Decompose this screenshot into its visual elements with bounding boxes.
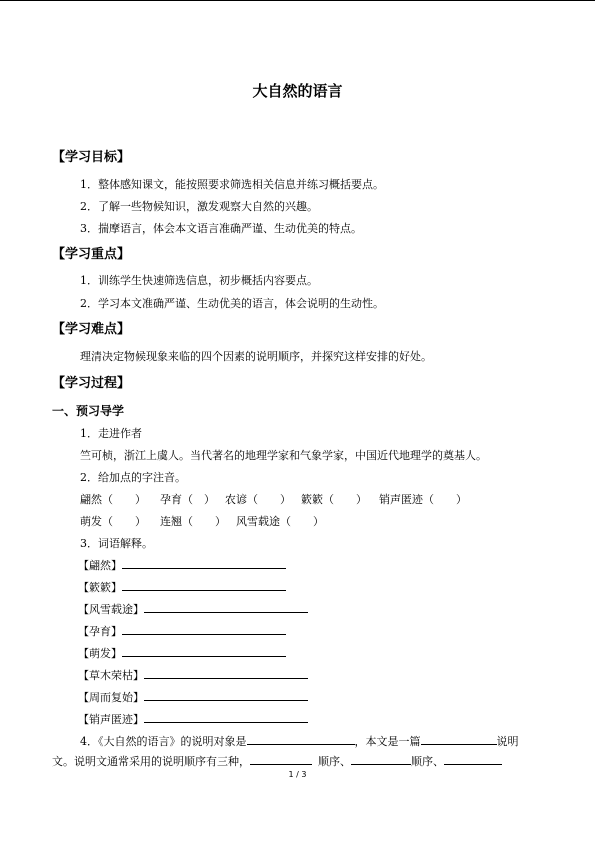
q4-text: 顺序、 xyxy=(318,755,351,768)
gloss-term: 【簌簌】 xyxy=(78,581,122,594)
answer-blank[interactable] xyxy=(122,579,286,591)
answer-blank[interactable] xyxy=(122,623,286,635)
q1-label: 1．走进作者 xyxy=(80,427,142,440)
gloss-row xyxy=(78,711,308,727)
gloss-row xyxy=(78,667,308,683)
gloss-term: 【翩然】 xyxy=(78,559,122,572)
key-point-item: 1．训练学生快速筛选信息，初步概括内容要点。 xyxy=(80,274,318,287)
answer-blank[interactable] xyxy=(144,667,308,679)
pinyin-item: 翩然（ ） xyxy=(80,493,146,506)
pinyin-item: 萌发（ ） xyxy=(80,515,146,528)
gloss-row xyxy=(78,557,286,573)
gloss-term: 【草木荣枯】 xyxy=(78,669,144,682)
answer-blank[interactable] xyxy=(444,753,502,765)
pinyin-item: 簌簌（ ） xyxy=(301,493,367,506)
q2-label: 2．给加点的字注音。 xyxy=(80,471,186,484)
q4-line1 xyxy=(80,733,519,749)
page-number: 1 / 3 xyxy=(288,770,307,779)
q4-text: 顺序、 xyxy=(411,755,444,768)
goal-item: 1．整体感知课文，能按照要求筛选相关信息并练习概括要点。 xyxy=(80,178,384,191)
difficulties-heading: 【学习难点】 xyxy=(52,322,131,337)
page-title: 大自然的语言 xyxy=(252,82,343,100)
gloss-term: 【销声匿迹】 xyxy=(78,713,144,726)
gloss-row xyxy=(78,579,286,595)
gloss-term: 【孕育】 xyxy=(78,625,122,638)
q3-label: 3．词语解释。 xyxy=(80,537,153,550)
q4-line2 xyxy=(52,753,502,769)
gloss-row xyxy=(78,623,286,639)
pinyin-row xyxy=(80,491,467,507)
answer-blank[interactable] xyxy=(144,711,308,723)
gloss-row xyxy=(78,645,286,661)
q1-text: 竺可桢，浙江上虞人。当代著名的地理学家和气象学家，中国近代地理学的奠基人。 xyxy=(80,449,487,462)
answer-blank[interactable] xyxy=(122,645,286,657)
gloss-term: 【萌发】 xyxy=(78,647,122,660)
goal-item: 2．了解一些物候知识，激发观察大自然的兴趣。 xyxy=(80,200,318,213)
pinyin-item: 连翘（ ） xyxy=(160,515,226,528)
difficulties-text: 理清决定物候现象来临的四个因素的说明顺序，并探究这样安排的好处。 xyxy=(80,350,432,363)
pinyin-row xyxy=(80,513,324,529)
q4-text: 4．《大自然的语言》的说明对象是 xyxy=(80,735,247,748)
answer-blank[interactable] xyxy=(122,557,286,569)
pinyin-item: 孕育（ ） xyxy=(160,493,215,506)
q4-text: 文。说明文通常采用的说明顺序有三种， xyxy=(52,755,250,768)
top-rule xyxy=(0,0,595,1)
part1-heading: 一、预习导学 xyxy=(52,404,125,418)
key-points-heading: 【学习重点】 xyxy=(52,247,131,262)
pinyin-item: 销声匿迹（ ） xyxy=(379,493,467,506)
pinyin-item: 农谚（ ） xyxy=(225,493,291,506)
q4-text: ，本文是一篇 xyxy=(354,735,421,748)
answer-blank[interactable] xyxy=(247,733,355,745)
gloss-row xyxy=(78,689,308,705)
gloss-term: 【风雪载途】 xyxy=(78,603,144,616)
goals-heading: 【学习目标】 xyxy=(52,150,131,165)
answer-blank[interactable] xyxy=(421,733,497,745)
goal-item: 3．揣摩语言，体会本文语言准确严谨、生动优美的特点。 xyxy=(80,222,362,235)
key-point-item: 2．学习本文准确严谨、生动优美的语言，体会说明的生动性。 xyxy=(80,297,384,310)
answer-blank[interactable] xyxy=(144,601,308,613)
gloss-term: 【周而复始】 xyxy=(78,691,144,704)
answer-blank[interactable] xyxy=(351,753,411,765)
pinyin-item: 风雪载途（ ） xyxy=(236,515,324,528)
process-heading: 【学习过程】 xyxy=(52,376,131,391)
q4-text: 说明 xyxy=(496,735,519,748)
answer-blank[interactable] xyxy=(250,753,312,765)
answer-blank[interactable] xyxy=(144,689,308,701)
gloss-row xyxy=(78,601,308,617)
